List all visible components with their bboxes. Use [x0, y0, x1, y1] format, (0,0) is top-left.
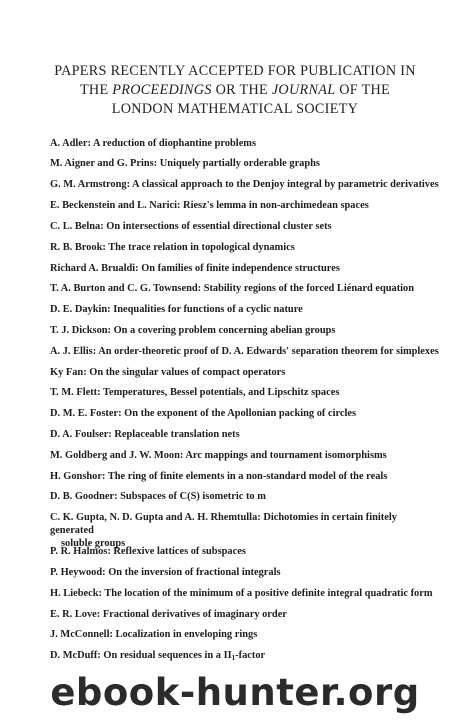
list-item: R. B. Brook: The trace relation in topological dynamics — [50, 242, 295, 253]
heading-line-2: THE PROCEEDINGS OR THE JOURNAL OF THE — [79, 82, 391, 98]
list-item: M. Aigner and G. Prins: Uniquely partially orderable graphs — [50, 158, 320, 169]
list-item: T. A. Burton and C. G. Townsend: Stability regions of the forced Liénard equation — [50, 283, 415, 294]
list-item: H. Liebeck: The location of the minimum of a positive definite integral quadratic form — [50, 588, 433, 599]
list-item: A. J. Ellis: An order-theoretic proof of D. A. Edwards' separation theorem for simplexes — [50, 346, 439, 357]
list-item: A. Adler: A reduction of diophantine problems — [50, 138, 257, 149]
list-item: D. McDuff: On residual sequences in a $II_1$-factor — [50, 650, 266, 662]
list-item: T. J. Dickson: On a covering problem concerning abelian groups — [50, 325, 336, 336]
list-item: E. R. Love: Fractional derivatives of imaginary order — [50, 609, 287, 620]
list-item: P. R. Halmos: Reflexive lattices of subspaces — [50, 546, 246, 557]
heading-line-3: LONDON MATHEMATICAL SOCIETY — [111, 101, 359, 117]
list-item-continuation: soluble groups — [61, 538, 126, 549]
list-item: E. Beckenstein and L. Narici: Riesz's lemma in non-archimedean spaces — [50, 200, 369, 211]
list-item: D. A. Foulser: Replaceable translation nets — [50, 429, 240, 440]
list-item: Richard A. Brualdi: On families of finite independence structures — [50, 263, 340, 274]
list-item: M. Goldberg and J. W. Moon: Arc mappings and tournament isomorphisms — [50, 450, 387, 461]
proceedings-title: PROCEEDINGS — [112, 82, 212, 98]
list-item: J. McConnell: Localization in enveloping rings — [50, 629, 258, 640]
heading-line-1: PAPERS RECENTLY ACCEPTED FOR PUBLICATION IN — [54, 63, 416, 79]
list-item: G. M. Armstrong: A classical approach to the Denjoy integral by parametric derivatives — [50, 179, 439, 190]
journal-title: JOURNAL — [271, 82, 336, 98]
list-item: D. M. E. Foster: On the exponent of the Apollonian packing of circles — [50, 408, 357, 419]
list-item: C. K. Gupta, N. D. Gupta and A. H. Rhemtulla: Dichotomies in certain finitely generated soluble groups — [50, 511, 440, 550]
list-item: D. B. Goodner: Subspaces of C(S) isometric to m — [50, 491, 266, 502]
watermark: ebook-hunter.org — [50, 671, 420, 714]
list-item: P. Heywood: On the inversion of fractional integrals — [50, 567, 281, 578]
list-item: D. E. Daykin: Inequalities for functions of a cyclic nature — [50, 304, 303, 315]
list-item: C. L. Belna: On intersections of essential directional cluster sets — [50, 221, 332, 232]
list-item: T. M. Flett: Temperatures, Bessel potentials, and Lipschitz spaces — [50, 387, 340, 398]
list-item: Ky Fan: On the singular values of compact operators — [50, 367, 286, 378]
list-item: H. Gonshor: The ring of finite elements in a non-standard model of the reals — [50, 471, 388, 482]
page-heading — [0, 62, 470, 119]
